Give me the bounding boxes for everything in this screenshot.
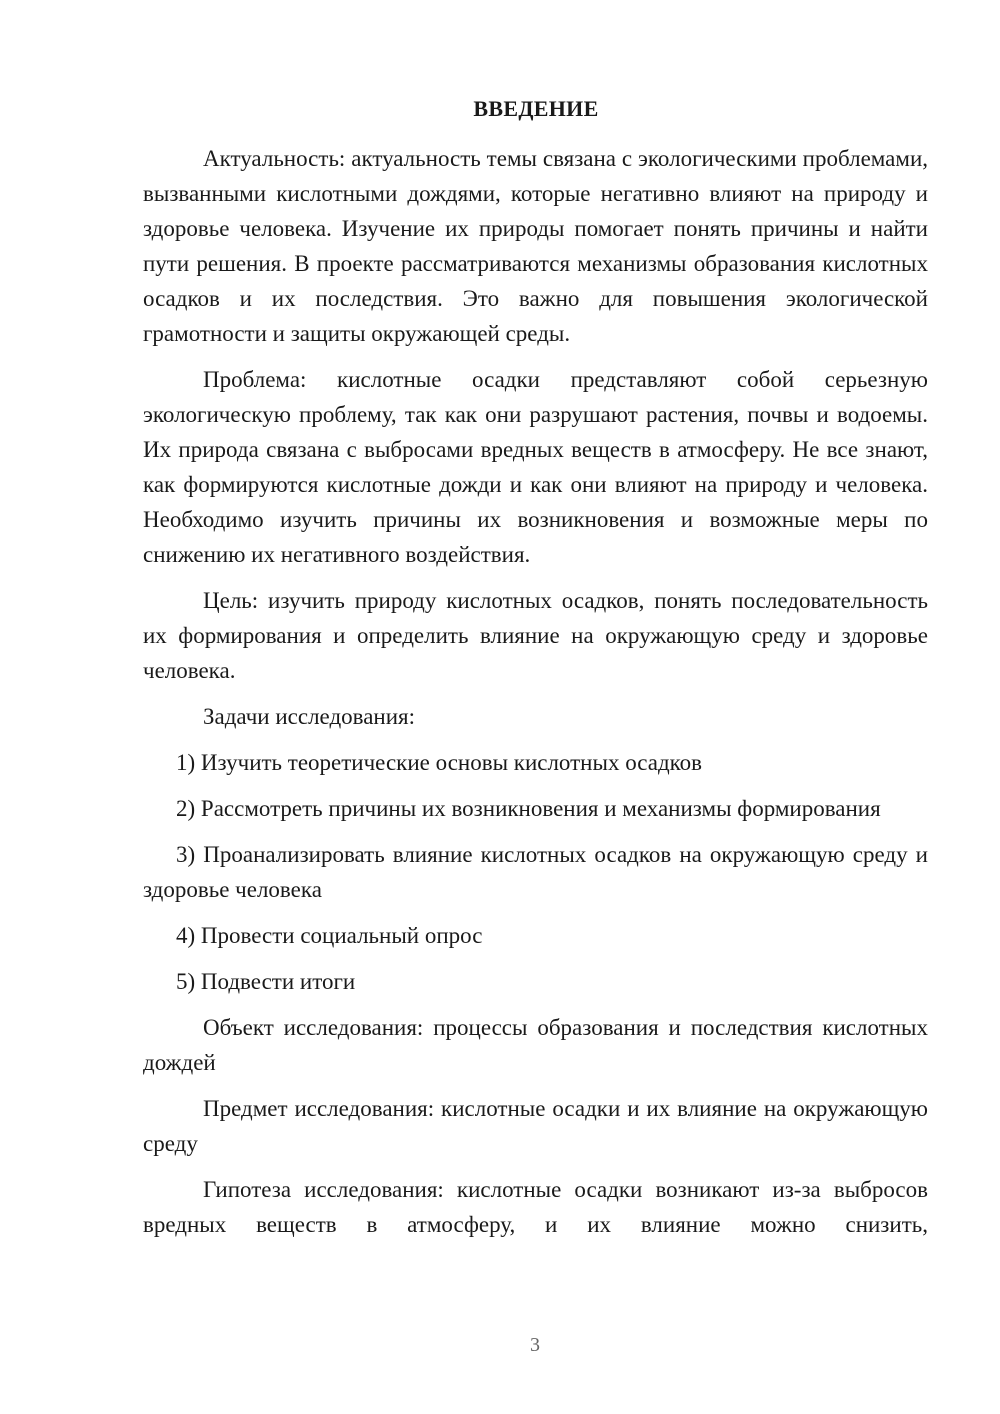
paragraph-problem: Проблема: кислотные осадки представляют собой серьезную экологическую проблему, так как они разрушают растения, почвы и водоемы. Их природа связана с выбросами вредных веществ в атмосферу. Не все знают, как формируются кислотные дожди и как они влияют на природу и человека. Необходимо изучить причины их возникновения и возможные меры по снижению их негативного воздействия. <box>143 367 928 567</box>
paragraph-goal: Цель: изучить природу кислотных осадков, понять последовательность их формирования и определить влияние на окружающую среду и здоровье человека. <box>143 588 928 683</box>
paragraph-object: Объект исследования: процессы образования и последствия кислотных дождей <box>143 1015 928 1075</box>
task-item: 4) Провести социальный опрос <box>176 923 483 948</box>
paragraph-subject: Предмет исследования: кислотные осадки и их влияние на окружающую среду <box>143 1096 928 1156</box>
body-text <box>143 141 928 1253</box>
task-item: 2) Рассмотреть причины их возникновения и механизмы формирования <box>176 796 881 821</box>
task-item: 1) Изучить теоретические основы кислотных осадков <box>176 750 703 775</box>
task-item: 3) Проанализировать влияние кислотных осадков на окружающую среду и здоровье человека <box>143 842 928 902</box>
paragraph-tasks-heading: Задачи исследования: <box>203 704 416 729</box>
paragraph-relevance: Актуальность: актуальность темы связана с экологическими проблемами, вызванными кислотными дождями, которые негативно влияют на природу и здоровье человека. Изучение их природы помогает понять причины и найти пути решения. В проекте рассматриваются механизмы образования кислотных осадков и их последствия. Это важно для повышения экологической грамотности и защиты окружающей среды. <box>143 146 928 346</box>
task-item: 5) Подвести итоги <box>176 969 356 994</box>
section-heading: ВВЕДЕНИЕ <box>473 96 599 121</box>
paragraph-hypothesis: Гипотеза исследования: кислотные осадки возникают из-за выбросов вредных веществ в атмосферу, и их влияние можно снизить, <box>143 1177 928 1237</box>
page-number: 3 <box>530 1334 540 1356</box>
